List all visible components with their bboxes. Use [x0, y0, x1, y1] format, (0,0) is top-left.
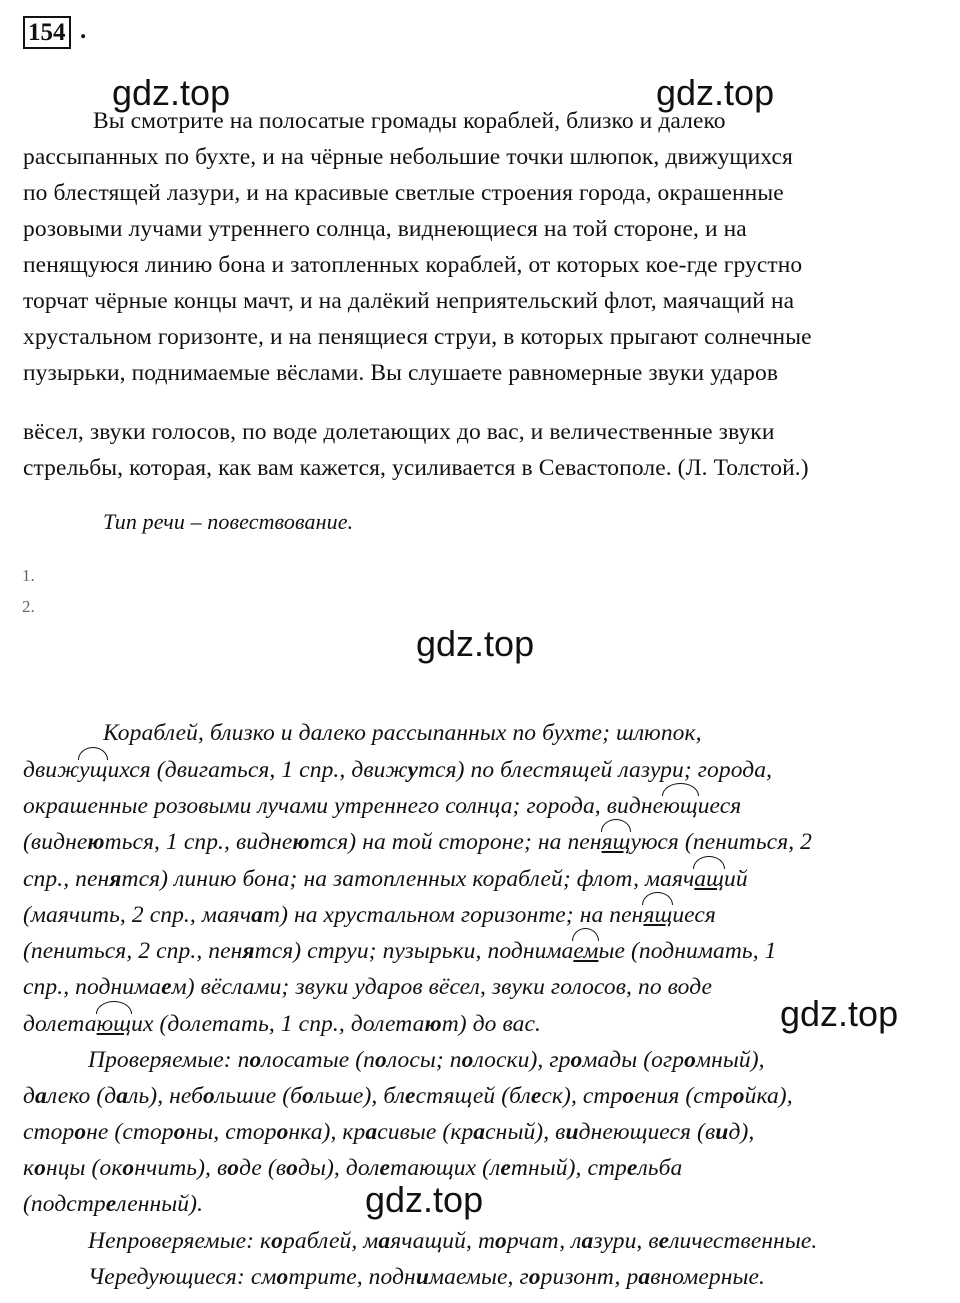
- text-line: Вы смотрите на полосатые громады кораблей, близко и далеко: [93, 108, 726, 134]
- text-line: хрустальном горизонте, и на пенящиеся струи, в которых прыгают солнечные: [23, 324, 812, 350]
- answer-line: (виднеються, 1 спр., виднеются) на той стороне; на пенящуюся (пениться, 2: [23, 829, 813, 855]
- checked-line: Проверяемые: полосатые (полосы; полоски), громады (огромный),: [88, 1047, 765, 1073]
- highlighted-letter: о: [173, 1119, 186, 1145]
- highlighted-letter: е: [500, 1155, 511, 1181]
- highlighted-letter: о: [122, 1155, 135, 1181]
- highlighted-letter: у: [407, 757, 418, 783]
- highlighted-letter: о: [227, 1155, 240, 1181]
- exercise-number: 154: [23, 16, 71, 49]
- list-number: 1.: [22, 566, 35, 585]
- text-line: стрельбы, которая, как вам кажется, усиливается в Севастополе. (Л. Толстой.): [23, 455, 809, 481]
- suffix-mark: ящ: [643, 902, 673, 928]
- answer-line: окрашенные розовыми лучами утреннего солнца; города, виднеющиеся: [23, 793, 742, 819]
- speech-type: Тип речи – повествование.: [103, 509, 354, 534]
- text-line: пенящуюся линию бона и затопленных кораблей, от которых кое-где грустно: [23, 252, 803, 278]
- highlighted-letter: е: [530, 1083, 542, 1109]
- watermark: gdz.top: [365, 1179, 484, 1220]
- highlighted-letter: я: [242, 938, 255, 964]
- highlighted-letter: о: [570, 1047, 583, 1073]
- highlighted-letter: а: [365, 1119, 378, 1145]
- highlighted-letter: а: [473, 1119, 486, 1145]
- highlighted-letter: а: [581, 1228, 594, 1254]
- highlighted-letter: о: [203, 1083, 215, 1109]
- answer-line: спр., поднимаем) вёслами; звуки ударов вёсел, звуки голосов, по воде: [23, 974, 712, 1000]
- highlighted-letter: о: [528, 1264, 541, 1290]
- suffix-mark: ющ: [663, 793, 698, 819]
- checked-line: (подстреленный).: [23, 1191, 204, 1217]
- highlighted-letter: о: [271, 1228, 283, 1254]
- watermark: gdz.top: [112, 72, 231, 113]
- highlighted-letter: о: [286, 1155, 298, 1181]
- watermark: gdz.top: [656, 72, 775, 113]
- highlighted-letter: о: [302, 1083, 314, 1109]
- text-line: розовыми лучами утреннего солнца, виднеющиеся на той стороне, и на: [23, 216, 747, 242]
- watermark: gdz.top: [416, 623, 535, 664]
- highlighted-letter: а: [116, 1083, 129, 1109]
- checked-line: концы (окончить), воде (воды), долетающих (летный), стрельба: [23, 1155, 683, 1181]
- suffix-mark: ющ: [96, 1011, 132, 1037]
- alternating-line: Чередующиеся: смотрите, поднимаемые, горизонт, равномерные.: [88, 1264, 765, 1290]
- answer-line: движущихся (двигаться, 1 спр., движутся) по блестящей лазури; города,: [23, 757, 773, 783]
- highlighted-letter: о: [732, 1083, 745, 1109]
- suffix-mark: ем: [573, 938, 599, 964]
- text-line: торчат чёрные концы мачт, и на далёкий неприятельский флот, маячащий на: [23, 288, 795, 314]
- highlighted-letter: и: [565, 1119, 579, 1145]
- answer-line: (маячить, 2 спр., маячат) на хрустальном горизонте; на пенящиеся: [23, 902, 716, 928]
- text-line: пузырьки, поднимаемые вёслами. Вы слушаете равномерные звуки ударов: [23, 360, 779, 386]
- highlighted-letter: о: [375, 1047, 387, 1073]
- text-line: вёсел, звуки голосов, по воде долетающих до вас, и величественные звуки: [23, 419, 775, 445]
- highlighted-letter: е: [405, 1083, 416, 1109]
- highlighted-letter: о: [622, 1083, 635, 1109]
- suffix-mark: ущ: [79, 757, 108, 783]
- highlighted-letter: а: [35, 1083, 47, 1109]
- highlighted-letter: ю: [292, 829, 310, 855]
- exercise-number-dot: .: [80, 17, 87, 44]
- unchecked-line: Непроверяемые: кораблей, маячащий, торчат, лазури, величественные.: [88, 1228, 818, 1254]
- answer-line: долетающих (долетать, 1 спр., долетают) до вас.: [23, 1011, 541, 1037]
- highlighted-letter: ю: [424, 1011, 442, 1037]
- highlighted-letter: и: [415, 1264, 429, 1290]
- text-line: по блестящей лазури, и на красивые светлые строения города, окрашенные: [23, 180, 784, 206]
- highlighted-letter: о: [276, 1264, 289, 1290]
- highlighted-letter: е: [105, 1191, 117, 1217]
- highlighted-letter: и: [715, 1119, 729, 1145]
- highlighted-letter: о: [495, 1228, 507, 1254]
- highlighted-letter: ю: [87, 829, 105, 855]
- highlighted-letter: а: [251, 902, 263, 928]
- text-line: рассыпанных по бухте, и на чёрные небольшие точки шлюпок, движущихся: [23, 144, 793, 170]
- highlighted-letter: о: [684, 1047, 696, 1073]
- answer-line: Кораблей, близко и далеко рассыпанных по бухте; шлюпок,: [103, 720, 702, 746]
- list-number: 2.: [22, 597, 35, 616]
- checked-line: стороне (стороны, сторонка), красивые (красный), виднеющиеся (вид),: [23, 1119, 755, 1145]
- highlighted-letter: е: [161, 974, 172, 1000]
- highlighted-letter: о: [249, 1047, 262, 1073]
- highlighted-letter: е: [658, 1228, 670, 1254]
- watermark: gdz.top: [780, 993, 899, 1034]
- suffix-mark: ащ: [694, 866, 724, 892]
- suffix-mark: ящ: [601, 829, 631, 855]
- highlighted-letter: е: [626, 1155, 638, 1181]
- highlighted-letter: о: [276, 1119, 289, 1145]
- highlighted-letter: о: [74, 1119, 87, 1145]
- highlighted-letter: е: [379, 1155, 390, 1181]
- highlighted-letter: а: [638, 1264, 651, 1290]
- answer-line: спр., пенятся) линию бона; на затопленных кораблей; флот, маячащий: [23, 866, 748, 892]
- highlighted-letter: а: [378, 1228, 391, 1254]
- highlighted-letter: о: [461, 1047, 474, 1073]
- answer-line: (пениться, 2 спр., пенятся) струи; пузырьки, поднимаемые (поднимать, 1: [23, 938, 777, 964]
- highlighted-letter: я: [109, 866, 122, 892]
- highlighted-letter: о: [34, 1155, 46, 1181]
- checked-line: далеко (даль), небольшие (больше), блестящей (блеск), строения (стройка),: [23, 1083, 793, 1109]
